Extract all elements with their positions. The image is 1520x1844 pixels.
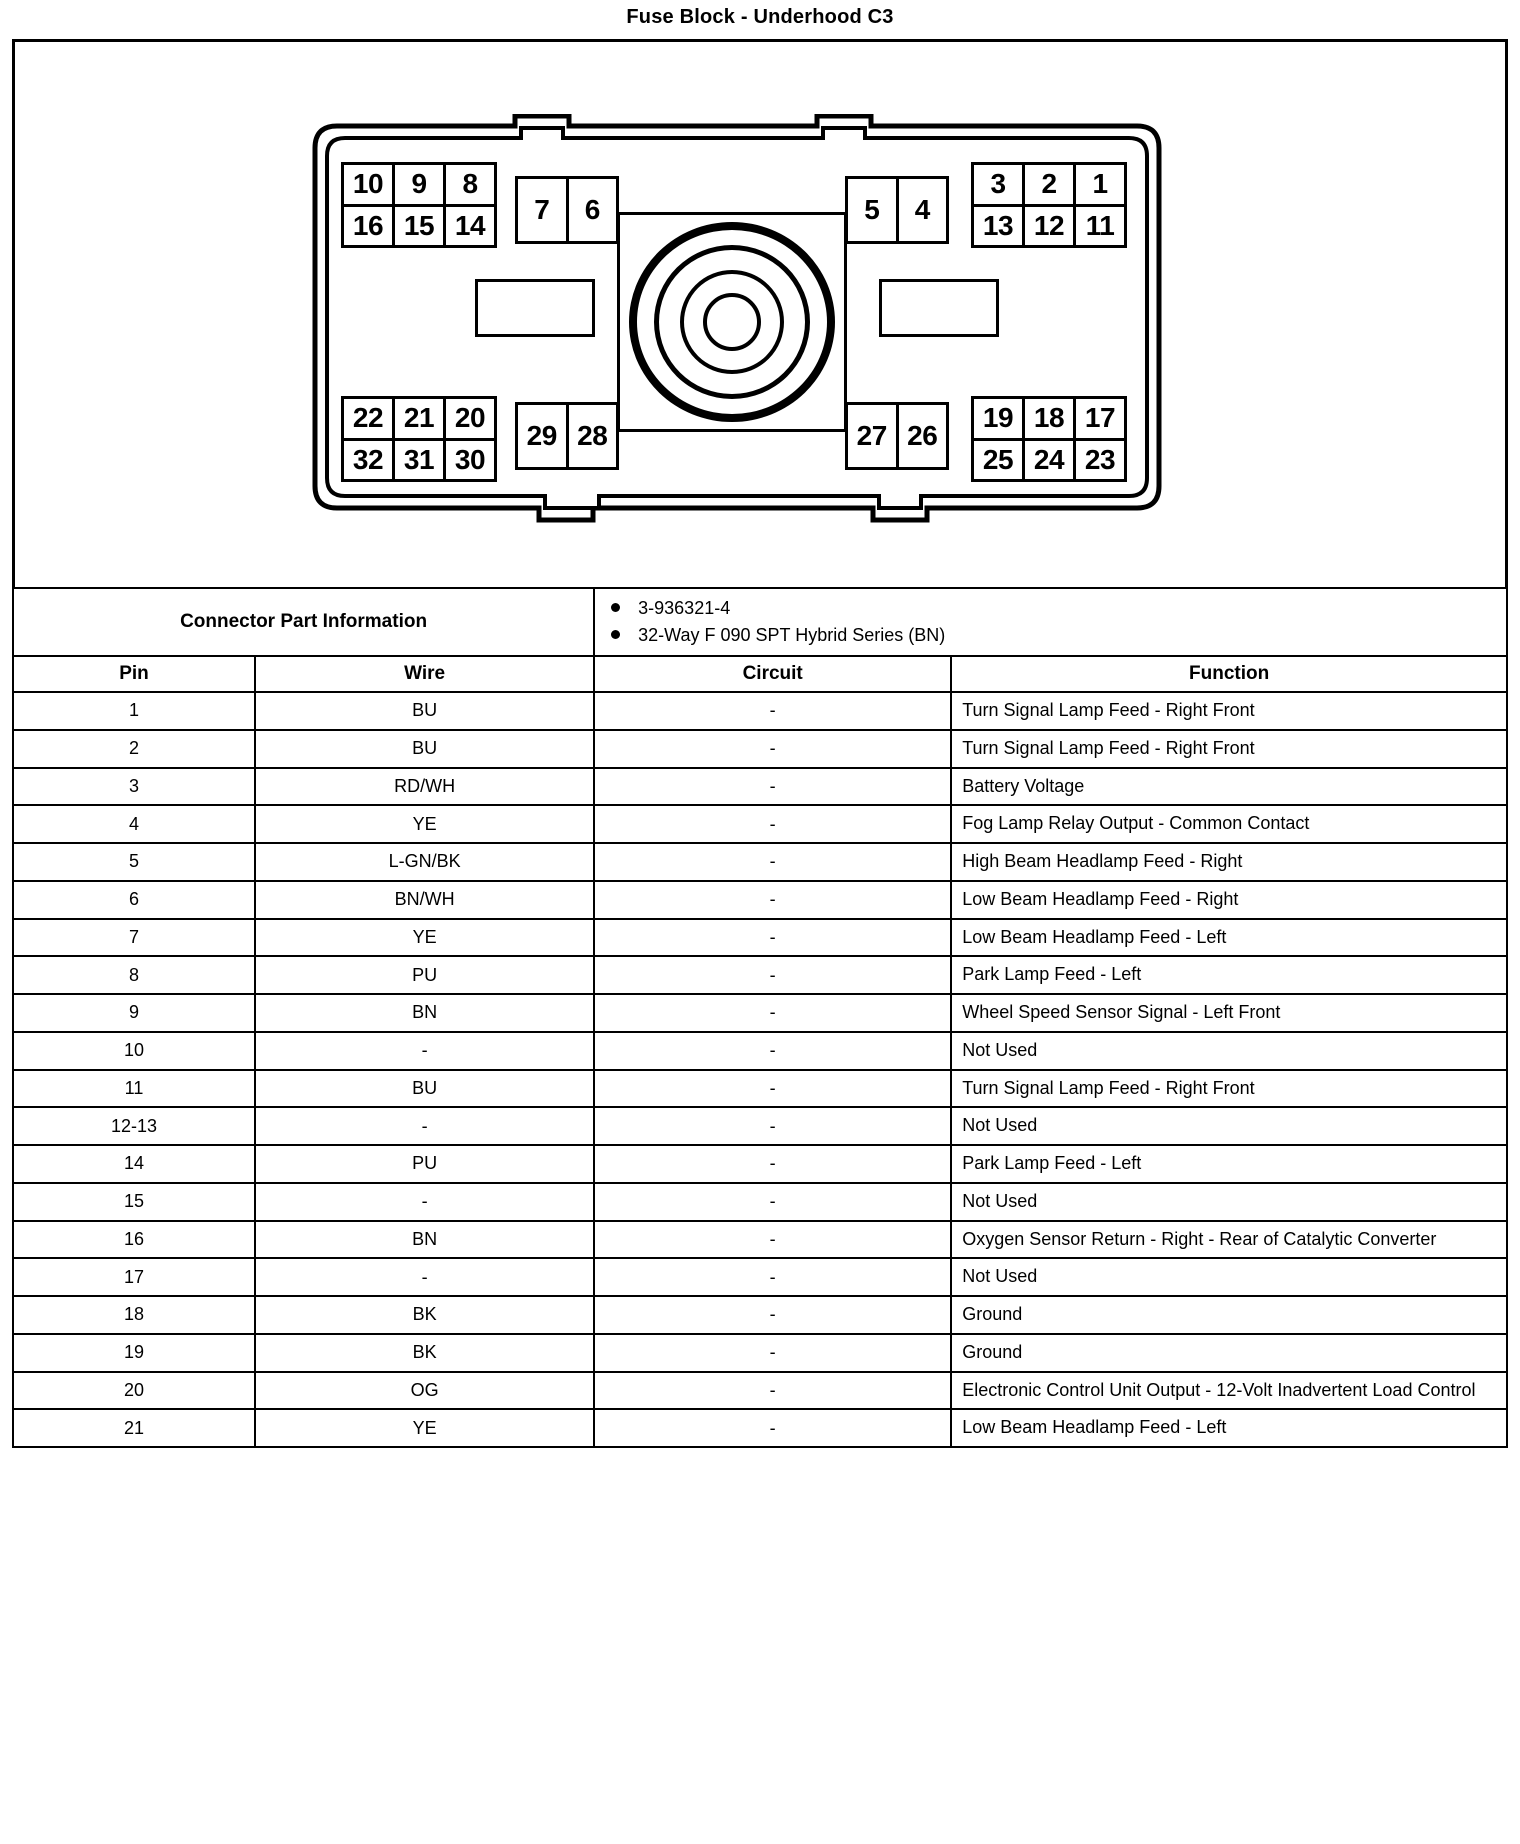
bullet-icon <box>611 630 620 639</box>
cell-pin: 16 <box>13 1221 255 1259</box>
cell-circuit: - <box>594 919 951 957</box>
cell-pin: 14 <box>13 1145 255 1183</box>
cell-wire: YE <box>255 805 594 843</box>
pin-group-top-right <box>971 162 1127 248</box>
cell-wire: YE <box>255 1409 594 1447</box>
cell-function: Not Used <box>951 1107 1507 1145</box>
cpi-item <box>605 622 1496 649</box>
cell-wire: PU <box>255 1145 594 1183</box>
table-row <box>13 1032 1507 1070</box>
pin-row <box>344 165 494 204</box>
cell-wire: BN <box>255 994 594 1032</box>
table-row <box>13 1070 1507 1108</box>
pin-cell-22: 22 <box>352 402 384 434</box>
cell-circuit: - <box>594 1107 951 1145</box>
column-header-circuit: Circuit <box>594 656 951 692</box>
pin-cell-29: 29 <box>526 420 557 451</box>
cell-function: Not Used <box>951 1258 1507 1296</box>
cell-wire: BU <box>255 1070 594 1108</box>
connector-diagram <box>15 42 1505 587</box>
diagram-frame <box>12 39 1508 587</box>
cell-circuit: - <box>594 1258 951 1296</box>
cell-function: Not Used <box>951 1032 1507 1070</box>
table-row <box>13 843 1507 881</box>
cell-circuit: - <box>594 1183 951 1221</box>
pin-cell-31: 31 <box>392 441 443 480</box>
pin-row <box>848 405 946 467</box>
cell-pin: 17 <box>13 1258 255 1296</box>
pin-cell-19: 19 <box>982 402 1014 434</box>
pin-row <box>974 165 1124 204</box>
pin-row <box>974 438 1124 480</box>
cell-wire: - <box>255 1107 594 1145</box>
pin-group-bottom-right-center <box>845 402 949 470</box>
blank-slot-right <box>879 279 999 337</box>
pin-cell-10: 10 <box>352 168 384 200</box>
cell-pin: 10 <box>13 1032 255 1070</box>
cell-pin: 18 <box>13 1296 255 1334</box>
pin-cell-11: 11 <box>1073 207 1124 246</box>
pin-cell-17: 17 <box>1073 399 1124 438</box>
cell-wire: BK <box>255 1296 594 1334</box>
cell-pin: 11 <box>13 1070 255 1108</box>
cell-function: Wheel Speed Sensor Signal - Left Front <box>951 994 1507 1032</box>
table-row <box>13 768 1507 806</box>
cell-circuit: - <box>594 692 951 730</box>
cpi-item-text: 3-936321-4 <box>638 598 731 618</box>
cell-circuit: - <box>594 881 951 919</box>
pin-cell-24: 24 <box>1022 441 1073 480</box>
pin-cell-15: 15 <box>392 207 443 246</box>
table-row <box>13 1258 1507 1296</box>
table-row <box>13 1372 1507 1410</box>
pin-cell-30: 30 <box>443 441 494 480</box>
pin-cell-4: 4 <box>896 179 947 241</box>
cell-function: Oxygen Sensor Return - Right - Rear of Catalytic Converter <box>951 1221 1507 1259</box>
cell-function: Low Beam Headlamp Feed - Left <box>951 1409 1507 1447</box>
cell-circuit: - <box>594 1296 951 1334</box>
column-header-pin: Pin <box>13 656 255 692</box>
cell-wire: YE <box>255 919 594 957</box>
cell-wire: BU <box>255 692 594 730</box>
cell-function: Electronic Control Unit Output - 12-Volt Inadvertent Load Control <box>951 1372 1507 1410</box>
cell-function: Battery Voltage <box>951 768 1507 806</box>
pin-group-top-left <box>341 162 497 248</box>
pin-cell-16: 16 <box>352 209 384 241</box>
pin-cell-18: 18 <box>1022 399 1073 438</box>
cell-circuit: - <box>594 1372 951 1410</box>
table-row <box>13 692 1507 730</box>
pin-cell-26: 26 <box>896 405 947 467</box>
cell-pin: 6 <box>13 881 255 919</box>
pin-row <box>848 179 946 241</box>
cell-circuit: - <box>594 1032 951 1070</box>
cell-circuit: - <box>594 1070 951 1108</box>
cell-function: Turn Signal Lamp Feed - Right Front <box>951 1070 1507 1108</box>
pin-table <box>12 587 1508 1448</box>
pin-cell-12: 12 <box>1022 207 1073 246</box>
connector-body <box>307 114 1167 534</box>
cell-function: Turn Signal Lamp Feed - Right Front <box>951 692 1507 730</box>
cell-wire: - <box>255 1258 594 1296</box>
pin-cell-14: 14 <box>443 207 494 246</box>
page-title: Fuse Block - Underhood C3 <box>626 6 894 28</box>
table-row <box>13 994 1507 1032</box>
cell-wire: - <box>255 1183 594 1221</box>
cell-wire: - <box>255 1032 594 1070</box>
pin-cell-28: 28 <box>566 405 617 467</box>
connector-part-information-label: Connector Part Information <box>13 588 594 656</box>
pin-cell-8: 8 <box>443 165 494 204</box>
pin-cell-25: 25 <box>982 443 1014 475</box>
cell-function: Low Beam Headlamp Feed - Right <box>951 881 1507 919</box>
cell-wire: BK <box>255 1334 594 1372</box>
cell-wire: BU <box>255 730 594 768</box>
pin-cell-27: 27 <box>856 420 887 451</box>
column-header-wire: Wire <box>255 656 594 692</box>
cell-circuit: - <box>594 768 951 806</box>
cell-function: Turn Signal Lamp Feed - Right Front <box>951 730 1507 768</box>
table-row <box>13 919 1507 957</box>
cell-pin: 21 <box>13 1409 255 1447</box>
connector-part-information-values <box>594 588 1507 656</box>
cell-function: Fog Lamp Relay Output - Common Contact <box>951 805 1507 843</box>
cell-circuit: - <box>594 1409 951 1447</box>
pin-cell-23: 23 <box>1073 441 1124 480</box>
pin-cell-13: 13 <box>982 209 1014 241</box>
pin-cell-21: 21 <box>392 399 443 438</box>
pin-cell-3: 3 <box>990 168 1006 200</box>
cell-circuit: - <box>594 1145 951 1183</box>
table-row <box>13 805 1507 843</box>
pin-cell-9: 9 <box>392 165 443 204</box>
pin-row <box>344 204 494 246</box>
cell-circuit: - <box>594 1221 951 1259</box>
cell-function: Ground <box>951 1334 1507 1372</box>
pin-group-bottom-right <box>971 396 1127 482</box>
pin-cell-5: 5 <box>864 194 880 225</box>
pin-row <box>518 405 616 467</box>
pin-row <box>974 204 1124 246</box>
cell-wire: PU <box>255 956 594 994</box>
cell-pin: 12-13 <box>13 1107 255 1145</box>
connector-part-information-row <box>13 588 1507 656</box>
bullet-icon <box>611 603 620 612</box>
cell-wire: BN/WH <box>255 881 594 919</box>
cell-circuit: - <box>594 805 951 843</box>
table-header-row <box>13 656 1507 692</box>
cell-circuit: - <box>594 994 951 1032</box>
table-row <box>13 1334 1507 1372</box>
cell-pin: 5 <box>13 843 255 881</box>
pin-cell-1: 1 <box>1073 165 1124 204</box>
pin-group-top-left-center <box>515 176 619 244</box>
table-row <box>13 881 1507 919</box>
cpi-item-text: 32-Way F 090 SPT Hybrid Series (BN) <box>638 625 946 645</box>
cell-wire: RD/WH <box>255 768 594 806</box>
cell-pin: 4 <box>13 805 255 843</box>
pin-cell-2: 2 <box>1022 165 1073 204</box>
table-row <box>13 1107 1507 1145</box>
cell-function: High Beam Headlamp Feed - Right <box>951 843 1507 881</box>
pin-cell-6: 6 <box>566 179 617 241</box>
pin-group-bottom-left <box>341 396 497 482</box>
pin-group-bottom-left-center <box>515 402 619 470</box>
cell-pin: 3 <box>13 768 255 806</box>
cell-function: Low Beam Headlamp Feed - Left <box>951 919 1507 957</box>
cell-circuit: - <box>594 843 951 881</box>
cell-function: Park Lamp Feed - Left <box>951 956 1507 994</box>
cell-wire: L-GN/BK <box>255 843 594 881</box>
cell-function: Not Used <box>951 1183 1507 1221</box>
center-ring-core <box>703 293 761 351</box>
table-row <box>13 956 1507 994</box>
pin-cell-7: 7 <box>534 194 550 225</box>
table-row <box>13 1145 1507 1183</box>
cell-wire: BN <box>255 1221 594 1259</box>
cell-pin: 2 <box>13 730 255 768</box>
table-row <box>13 1221 1507 1259</box>
cell-pin: 20 <box>13 1372 255 1410</box>
pin-cell-20: 20 <box>443 399 494 438</box>
table-row <box>13 1183 1507 1221</box>
cpi-item <box>605 595 1496 622</box>
pin-row <box>344 438 494 480</box>
cell-wire: OG <box>255 1372 594 1410</box>
cell-function: Ground <box>951 1296 1507 1334</box>
cell-pin: 9 <box>13 994 255 1032</box>
cell-circuit: - <box>594 956 951 994</box>
pin-row <box>974 399 1124 438</box>
cell-pin: 7 <box>13 919 255 957</box>
table-row <box>13 1409 1507 1447</box>
column-header-function: Function <box>951 656 1507 692</box>
table-row <box>13 1296 1507 1334</box>
cell-circuit: - <box>594 730 951 768</box>
cell-pin: 19 <box>13 1334 255 1372</box>
pin-row <box>344 399 494 438</box>
cell-circuit: - <box>594 1334 951 1372</box>
pin-group-top-right-center <box>845 176 949 244</box>
cell-pin: 1 <box>13 692 255 730</box>
table-row <box>13 730 1507 768</box>
blank-slot-left <box>475 279 595 337</box>
cell-function: Park Lamp Feed - Left <box>951 1145 1507 1183</box>
pin-row <box>518 179 616 241</box>
cell-pin: 8 <box>13 956 255 994</box>
pin-cell-32: 32 <box>352 443 384 475</box>
cell-pin: 15 <box>13 1183 255 1221</box>
